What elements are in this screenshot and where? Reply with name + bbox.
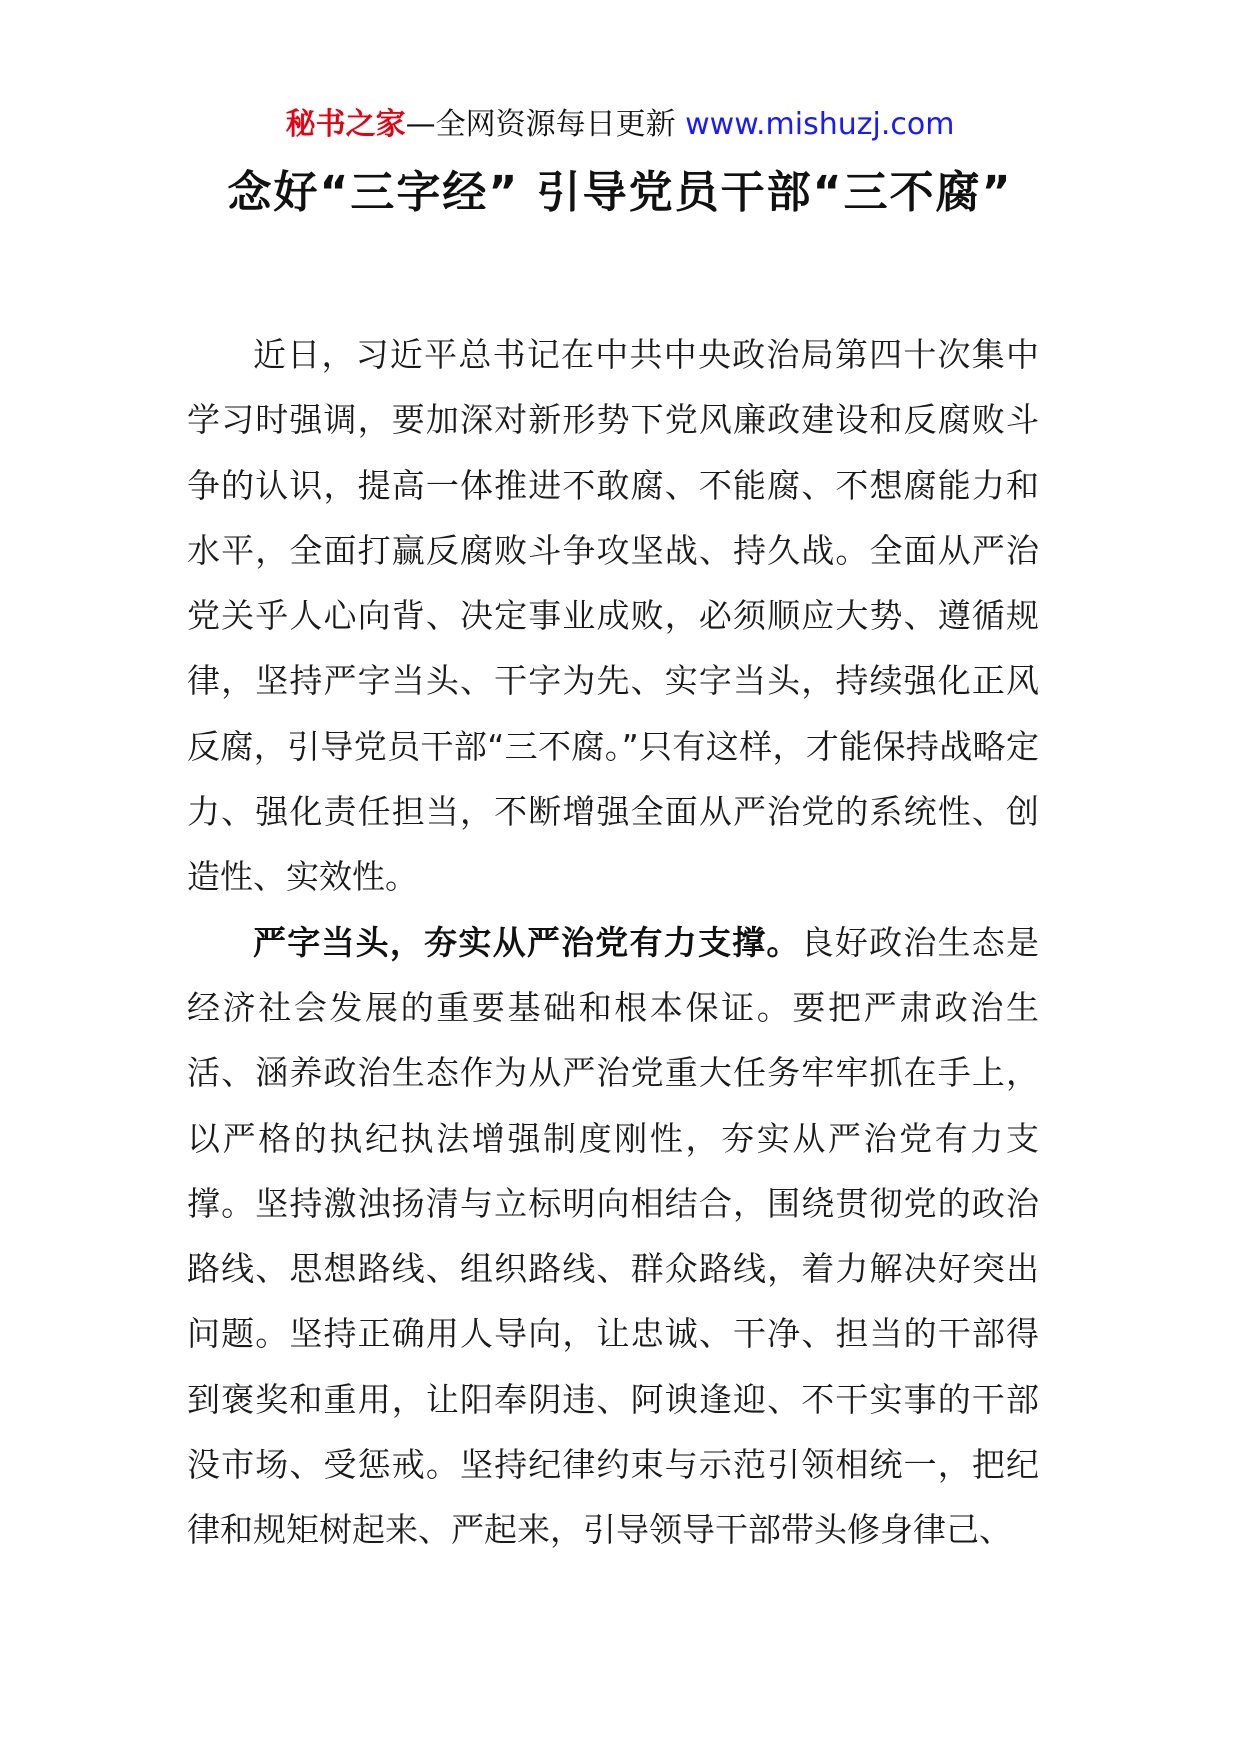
paragraph-strict-text: 良好政治生态是经济社会发展的重要基础和根本保证。要把严肃政治生活、涵养政治生态作为从严治党重大任务牢牢抓在手上，以严格的执纪执法增强制度刚性，夯实从严治党有力支撑。坚持激浊扬清与立标明向相结合，围绕贯彻党的政治路线、思想路线、组织路线、群众路线，着力解决好突出问题。坚持正确用人导向，让忠诚、干净、担当的干部得到褒奖和重用，让阳奉阴违、阿谀逢迎、不干实事的干部没市场、受惩戒。坚持纪律约束与示范引领相统一，把纪律和规矩树起来、严起来，引导领导干部带头修身律己、 — [187, 922, 1040, 1550]
header-tagline: —全网资源每日更新 — [405, 107, 676, 142]
site-header — [0, 103, 1240, 147]
paragraph-intro — [187, 322, 1039, 910]
site-url-link[interactable]: www.mishuzj.com — [685, 107, 955, 142]
paragraph-strict — [187, 910, 1039, 1563]
document-body — [187, 322, 1039, 1563]
document-title: 念好“三字经” 引导党员干部“三不腐” — [227, 167, 1013, 218]
paragraph-intro-text: 近日，习近平总书记在中共中央政治局第四十次集中学习时强调，要加深对新形势下党风廉政建设和反腐败斗争的认识，提高一体推进不敢腐、不能腐、不想腐能力和水平，全面打赢反腐败斗争攻坚战、持久战。全面从严治党关乎人心向背、决定事业成败，必须顺应大势、遵循规律，坚持严字当头、干字为先、实字当头，持续强化正风反腐，引导党员干部“三不腐。”只有这样，才能保持战略定力、强化责任担当，不断增强全面从严治党的系统性、创造性、实效性。 — [187, 335, 1039, 897]
paragraph-strict-lead: 严字当头，夯实从严治党有力支撑。 — [253, 922, 801, 962]
brand-name: 秘书之家 — [285, 107, 406, 142]
